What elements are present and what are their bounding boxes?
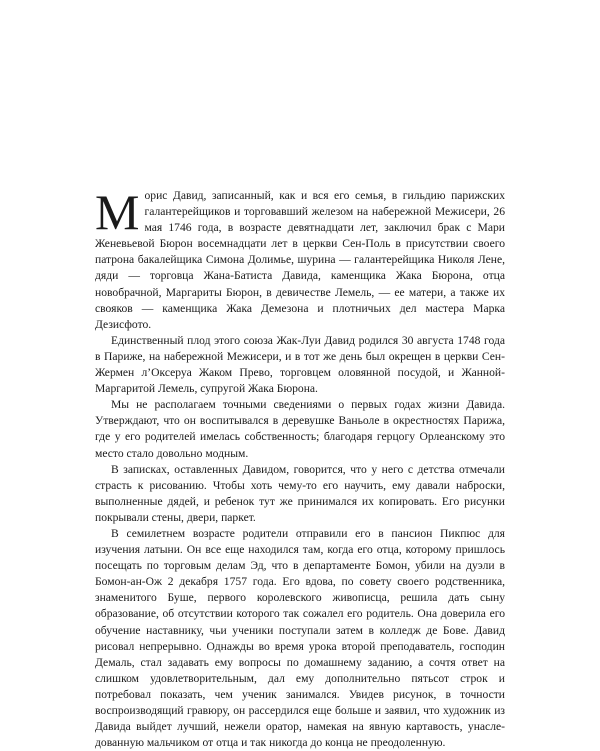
paragraph-3: Мы не располагаем точными сведениями о первых годах жизни Давида. Утверждают, что он воспитывался в деревушке Ваньоле в окрестностях Парижа, где у его родителей имелась собственность; благодаря герцогу Орлеанскому это место стало довольно модным. xyxy=(95,398,505,460)
drop-cap: М xyxy=(95,184,140,240)
paragraph-4: В записках, оставленных Давидом, говорится, что у него с детства отмечали страсть к рисованию. Чтобы хоть чему-то его научить, ему давали наброски, выполненные дядей, и ребенок тут же принимался их копировать. Его рисунки покрывали стены, двери, паркет. xyxy=(95,462,505,524)
paragraph-1 xyxy=(95,184,505,333)
paragraph-1-text: орис Давид, записанный, как и вся его семья, в гильдию парижских галантерейщиков и торговавший железом на набережной Межисери, 26 мая 1746 года, в возрасте девятнадцати лет, заключил брак с Мари Женевьевой Бюрон восемнадцати лет в церкви Сен-Поль в присутствии своего патрона бакалейщика Симона Долимье, шурина — галантерейщика Николя Лене, дяди — торговца Жана-Батиста Давида, каменщика Жака Бюрона, отца новобрачной, Маргариты Бюрон, в девичестве Лемель, — ее матери, а также их свояков — каменщика Жака Демезона и плотничьих дел мастера Марка Дезисфото. xyxy=(95,189,505,331)
text-page xyxy=(95,184,505,751)
paragraph-2: Единственный плод этого союза Жак-Луи Давид родился 30 августа 1748 года в Париже, на набережной Межисери, и в тот же день был окрещен в церкви Сен-Жермен л’Оксеруа Жаком Прево, торговцем оловянной посудой, и Жанной-Маргаритой Лемель, супругой Жака Бюрона. xyxy=(95,333,505,396)
paragraph-5: В семилетнем возрасте родители отправили его в пансион Пикпюс для изучения латыни. Он все еще находился там, когда его отца, которому пришлось посещать по торговым делам Эд, что в департаменте Бомон, убили на дуэли в Бомон-ан-Ож 2 декабря 1757 года. Его вдова, по совету своего родственника, знаменитого Буше, первого королевского живописца, решила дать сыну образование, об отсутствии которого так сожалел его родитель. Она доверила его обучение наставнику, чьи ученики поступали затем в колледж де Бове. Давид рисовал непрерывно. Однажды во время урока второй преподаватель, господин Демаль, стал задавать ему вопросы по домашнему заданию, а сочтя ответ на слишком удовлетворительным, дал ему дополнительно пятьсот строк и потребовал показать, чем ученик занимался. Увидев рисунок, в точности воспроизводящий гравюру, он рассердился еще больше и заявил, что художник из Давида выйдет лучший, нежели оратор, намекая на явную картавость, унаследованную мальчиком от отца и так никогда до конца не преодоленную. xyxy=(95,526,505,750)
